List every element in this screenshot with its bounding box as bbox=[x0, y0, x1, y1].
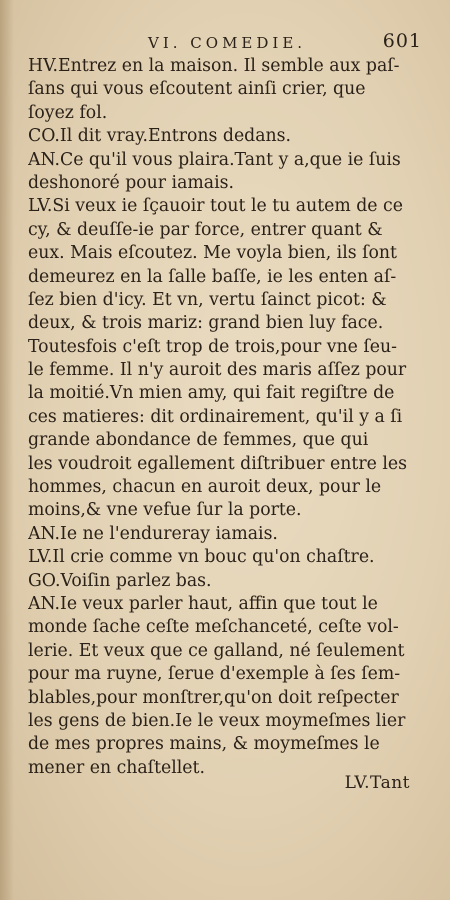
text-line: moins,& vne vefue ſur la porte. bbox=[28, 500, 302, 521]
text-line: cy, & deuſſe-ie par force, entrer quant & bbox=[28, 219, 383, 240]
text-line: deux, & trois mariz: grand bien luy face. bbox=[28, 313, 384, 334]
text-line: ſoyez fol. bbox=[28, 102, 108, 123]
text-line: ſez bien d'icy. Et vn, vertu ſainct picot: & bbox=[28, 289, 387, 310]
text-line: CO.Il dit vray.Entrons dedans. bbox=[28, 126, 292, 147]
text-line: la moitié.Vn mien amy, qui fait regiſtre de bbox=[28, 383, 395, 404]
text-line: hommes, chacun en auroit deux, pour le bbox=[28, 477, 382, 498]
page-text bbox=[28, 55, 418, 780]
text-line: mener en chaſtellet. bbox=[28, 757, 205, 778]
text-line: HV.Entrez en la maison. Il semble aux paſ- bbox=[28, 56, 400, 76]
text-line: Toutesfois c'eſt trop de trois,pour vne ſeu- bbox=[28, 336, 397, 357]
running-title: VI. COMEDIE. bbox=[148, 34, 307, 52]
text-line: AN.Ie veux parler haut, affin que tout le bbox=[28, 593, 378, 614]
page-gutter-shadow bbox=[0, 0, 14, 900]
page-number: 601 bbox=[382, 30, 422, 52]
page-header bbox=[130, 30, 430, 56]
text-line: ſans qui vous eſcoutent ainſi crier, que bbox=[28, 79, 366, 100]
text-line: eux. Mais eſcoutez. Me voyla bien, ils ſont bbox=[28, 243, 397, 264]
text-line: AN.Ie ne l'endureray iamais. bbox=[28, 523, 278, 544]
text-line: LV.Si veux ie ſçauoir tout le tu autem de ce bbox=[28, 196, 403, 217]
text-line: le femme. Il n'y auroit des maris aſſez pour bbox=[28, 360, 407, 381]
text-line: deshonoré pour iamais. bbox=[28, 172, 234, 193]
text-line: ces matieres: dit ordinairement, qu'il y a ſi bbox=[28, 406, 403, 427]
text-line: LV.Il crie comme vn bouc qu'on chaſtre. bbox=[28, 547, 375, 568]
text-line: AN.Ce qu'il vous plaira.Tant y a,que ie ſuis bbox=[28, 149, 401, 170]
text-line: monde ſache ceſte meſchanceté, ceſte vol- bbox=[28, 617, 399, 638]
text-line: GO.Voiſin parlez bas. bbox=[28, 570, 212, 591]
text-line: de mes propres mains, & moymeſmes le bbox=[28, 734, 380, 755]
text-line: les gens de bien.Ie le veux moymeſmes lier bbox=[28, 710, 406, 731]
text-line: blables,pour monſtrer,qu'on doit reſpecter bbox=[28, 687, 399, 708]
text-line: grande abondance de femmes, que qui bbox=[28, 430, 369, 451]
text-line: les voudroit egallement diſtribuer entre les bbox=[28, 453, 407, 474]
catchword: LV.Tant bbox=[344, 773, 410, 793]
text-line: demeurez en la ſalle baſſe, ie les enten aſ- bbox=[28, 266, 397, 287]
text-line: pour ma ruyne, ſerue d'exemple à ſes ſem- bbox=[28, 664, 401, 685]
text-line: lerie. Et veux que ce galland, né ſeulement bbox=[28, 640, 405, 661]
